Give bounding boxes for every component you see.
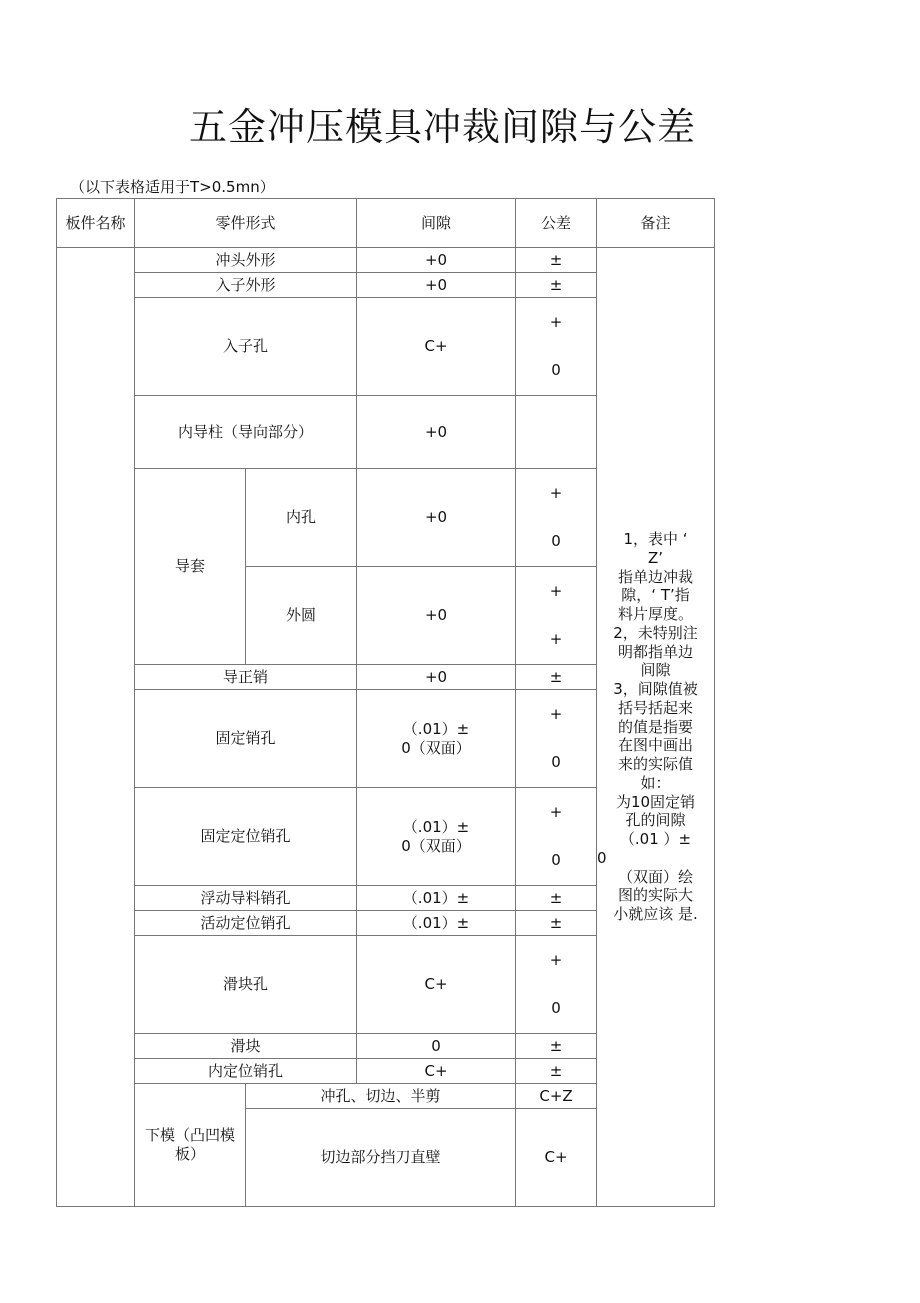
tolerance-upper: +: [549, 483, 563, 502]
gap-upper: （.01）±: [402, 817, 470, 836]
remark-line: 明都指单边: [618, 642, 694, 661]
remark-line: 小就应该 是.: [613, 905, 698, 924]
part-cell: 导正销: [135, 665, 357, 690]
clearance-table: [56, 198, 715, 1207]
tolerance-lower: 0: [551, 753, 561, 772]
tolerance-cell: [516, 396, 597, 469]
remark-line: 为10固定销: [615, 792, 696, 811]
tolerance-cell: [516, 469, 597, 567]
remark-line: 括号括起来: [618, 698, 694, 717]
gap-cell: +0: [357, 665, 516, 690]
remark-line: 的值是指要: [618, 717, 694, 736]
part-cell: 固定销孔: [135, 690, 357, 788]
gap-cell: 0: [357, 1034, 516, 1059]
part-cell: 固定定位销孔: [135, 788, 357, 886]
tolerance-cell: [516, 567, 597, 665]
applicability-note: （以下表格适用于T>0.5mn）: [70, 178, 275, 196]
tolerance-cell: [516, 788, 597, 886]
part-cell: 切边部分挡刀直壁: [246, 1109, 516, 1207]
sub-part-cell: 内孔: [246, 469, 357, 567]
remark-line: 孔的间隙: [625, 811, 686, 830]
gap-cell: +0: [357, 469, 516, 567]
tolerance-lower: +: [549, 630, 563, 649]
gap-cell: +0: [357, 396, 516, 469]
tolerance-lower: 0: [551, 532, 561, 551]
remark-line: （双面）绘: [618, 867, 694, 886]
header-part: 零件形式: [135, 199, 357, 248]
gap-cell: +0: [357, 273, 516, 298]
tolerance-upper: +: [549, 581, 563, 600]
part-cell: 浮动导料销孔: [135, 886, 357, 911]
remark-line: 间隙: [640, 661, 671, 680]
remark-line: 0: [597, 848, 607, 867]
gap-cell: [357, 788, 516, 886]
remark-line: 如：: [640, 773, 671, 792]
remark-line: 在图中画出: [618, 736, 694, 755]
part-cell: 活动定位销孔: [135, 911, 357, 936]
table-row: [57, 248, 715, 273]
tolerance-cell: ±: [516, 248, 597, 273]
header-board: 板件名称: [57, 199, 135, 248]
gap-cell: C+Z: [516, 1084, 597, 1109]
remark-line: （.01 ）±: [619, 830, 692, 849]
header-tolerance: 公差: [516, 199, 597, 248]
tolerance-lower: 0: [551, 999, 561, 1018]
tolerance-cell: ±: [516, 1059, 597, 1084]
part-cell: 内导柱（导向部分）: [135, 396, 357, 469]
part-cell: 滑块: [135, 1034, 357, 1059]
gap-cell: [357, 690, 516, 788]
tolerance-cell: ±: [516, 1034, 597, 1059]
remark-line: Z’: [647, 548, 664, 567]
part-cell: 冲头外形: [135, 248, 357, 273]
tolerance-cell: ±: [516, 665, 597, 690]
tolerance-lower: 0: [551, 361, 561, 380]
board-cell-lower: 下模（凸凹模板）: [135, 1084, 246, 1207]
tolerance-upper: +: [549, 312, 563, 331]
part-cell: 入子孔: [135, 298, 357, 396]
sub-part-cell: 外圆: [246, 567, 357, 665]
tolerance-cell: [516, 298, 597, 396]
page-title: 五金冲压模具冲裁间隙与公差: [188, 105, 696, 149]
remark-line: 1，表中 ‘: [623, 530, 688, 549]
gap-cell: C+: [357, 298, 516, 396]
remark-line: 图的实际大: [618, 886, 694, 905]
gap-upper: （.01）±: [402, 719, 470, 738]
header-remark: 备注: [597, 199, 715, 248]
gap-cell: +0: [357, 567, 516, 665]
gap-cell: C+: [516, 1109, 597, 1207]
tolerance-cell: ±: [516, 886, 597, 911]
gap-cell: C+: [357, 1059, 516, 1084]
table-header-row: [57, 199, 715, 248]
tolerance-upper: +: [549, 950, 563, 969]
gap-lower: 0（双面）: [401, 836, 471, 855]
remark-cell: [597, 248, 715, 1207]
remark-line: 隙，‘ T’指: [621, 586, 690, 605]
part-cell: 入子外形: [135, 273, 357, 298]
gap-cell: +0: [357, 248, 516, 273]
remark-line: 来的实际值: [618, 755, 694, 774]
tolerance-cell: ±: [516, 911, 597, 936]
tolerance-cell: [516, 690, 597, 788]
board-cell-upper: [57, 248, 135, 1207]
part-cell: 滑块孔: [135, 936, 357, 1034]
gap-lower: 0（双面）: [401, 738, 471, 757]
remark-line: 2，未特别注: [613, 623, 698, 642]
remark-line: 3，间隙值被: [613, 680, 698, 699]
guide-sleeve-group: 导套: [135, 469, 246, 665]
tolerance-upper: +: [549, 704, 563, 723]
tolerance-cell: [516, 936, 597, 1034]
remark-line: 指单边冲裁: [618, 567, 694, 586]
header-gap: 间隙: [357, 199, 516, 248]
gap-cell: （.01）±: [357, 886, 516, 911]
remark-line: 料片厚度。: [618, 605, 694, 624]
part-cell: 冲孔、切边、半剪: [246, 1084, 516, 1109]
gap-cell: （.01）±: [357, 911, 516, 936]
part-cell: 内定位销孔: [135, 1059, 357, 1084]
tolerance-lower: 0: [551, 851, 561, 870]
tolerance-cell: ±: [516, 273, 597, 298]
tolerance-upper: +: [549, 802, 563, 821]
gap-cell: C+: [357, 936, 516, 1034]
